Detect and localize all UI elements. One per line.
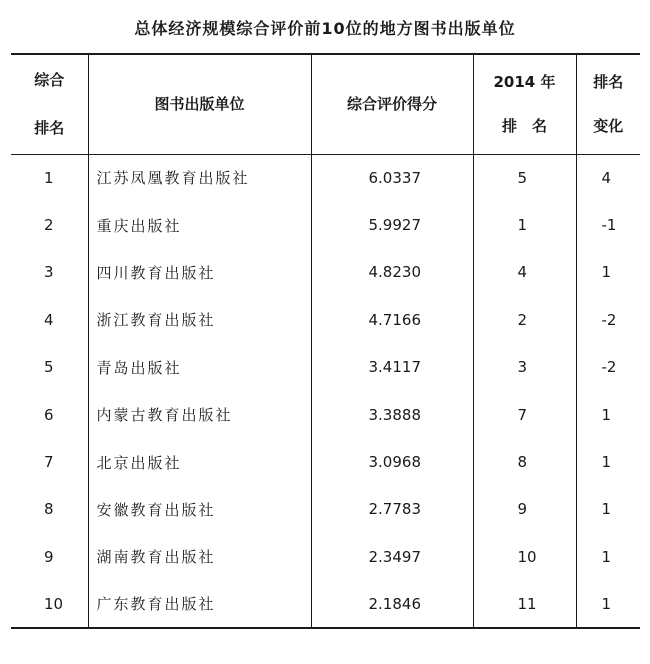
cell-prev-rank: 1 [473,201,576,248]
cell-rank: 5 [44,358,54,377]
cell-score: 2.1846 [311,581,473,628]
cell-rank: 3 [44,263,54,282]
cell-score: 6.0337 [311,154,473,201]
header-prev-rank-line1: 2014 年 [493,73,556,92]
cell-rank: 7 [44,453,54,472]
table-row [11,391,640,438]
cell-publisher: 浙江教育出版社 [88,296,311,343]
cell-prev-rank: 3 [473,344,576,391]
cell-rank: 8 [44,500,54,519]
table-header-row [11,54,640,154]
cell-prev-rank: 11 [473,581,576,628]
table-row [11,296,640,343]
cell-score: 4.7166 [311,296,473,343]
table-row [11,581,640,628]
cell-publisher: 青岛出版社 [88,344,311,391]
cell-publisher: 重庆出版社 [88,201,311,248]
cell-score: 3.3888 [311,391,473,438]
cell-publisher: 四川教育出版社 [88,249,311,296]
cell-publisher: 广东教育出版社 [88,581,311,628]
cell-score: 4.8230 [311,249,473,296]
table-row [11,249,640,296]
cell-rank-change: 1 [576,249,640,296]
header-score [311,54,473,154]
header-rank-change-line1: 排名 [593,73,624,92]
cell-rank: 1 [44,168,54,187]
cell-rank-change: -2 [576,344,640,391]
table-row [11,344,640,391]
cell-rank-change: -1 [576,201,640,248]
cell-prev-rank: 5 [473,154,576,201]
table-row [11,201,640,248]
cell-rank-change: 1 [576,581,640,628]
table-row [11,438,640,485]
header-overall-rank-line2: 排名 [34,119,65,138]
cell-rank: 10 [11,581,88,628]
table-row [11,533,640,580]
cell-prev-rank: 4 [473,249,576,296]
header-publisher [88,54,311,154]
cell-prev-rank: 8 [473,438,576,485]
table-row [11,486,640,533]
cell-score: 2.3497 [311,533,473,580]
header-prev-rank-line2: 排 名 [501,117,547,136]
cell-score: 3.4117 [311,344,473,391]
cell-prev-rank: 2 [473,296,576,343]
cell-publisher: 北京出版社 [88,438,311,485]
header-overall-rank-line1: 综合 [34,71,65,90]
header-rank-change-line2: 变化 [593,117,624,136]
table-title: 总体经济规模综合评价前10位的地方图书出版单位 [134,19,516,38]
cell-rank-change: 1 [576,486,640,533]
cell-score: 5.9927 [311,201,473,248]
cell-score: 3.0968 [311,438,473,485]
cell-rank-change: 1 [576,391,640,438]
header-prev-rank [473,54,576,154]
header-overall-rank [11,54,88,154]
header-score-label: 综合评价得分 [346,95,437,114]
header-rank-change [576,54,640,154]
cell-rank: 4 [44,310,54,329]
cell-rank-change: 1 [576,438,640,485]
header-publisher-label: 图书出版单位 [154,95,245,114]
cell-rank-change: 4 [576,154,640,201]
cell-rank: 6 [44,405,54,424]
cell-publisher: 内蒙古教育出版社 [88,391,311,438]
table-row [11,154,640,201]
cell-publisher: 江苏凤凰教育出版社 [88,154,311,201]
cell-prev-rank: 7 [473,391,576,438]
cell-prev-rank: 10 [473,533,576,580]
cell-publisher: 安徽教育出版社 [88,486,311,533]
cell-rank: 2 [44,216,54,235]
cell-score: 2.7783 [311,486,473,533]
cell-rank-change: 1 [576,533,640,580]
ranking-table [11,53,640,629]
cell-rank: 9 [44,547,54,566]
cell-rank-change: -2 [576,296,640,343]
cell-publisher: 湖南教育出版社 [88,533,311,580]
cell-prev-rank: 9 [473,486,576,533]
